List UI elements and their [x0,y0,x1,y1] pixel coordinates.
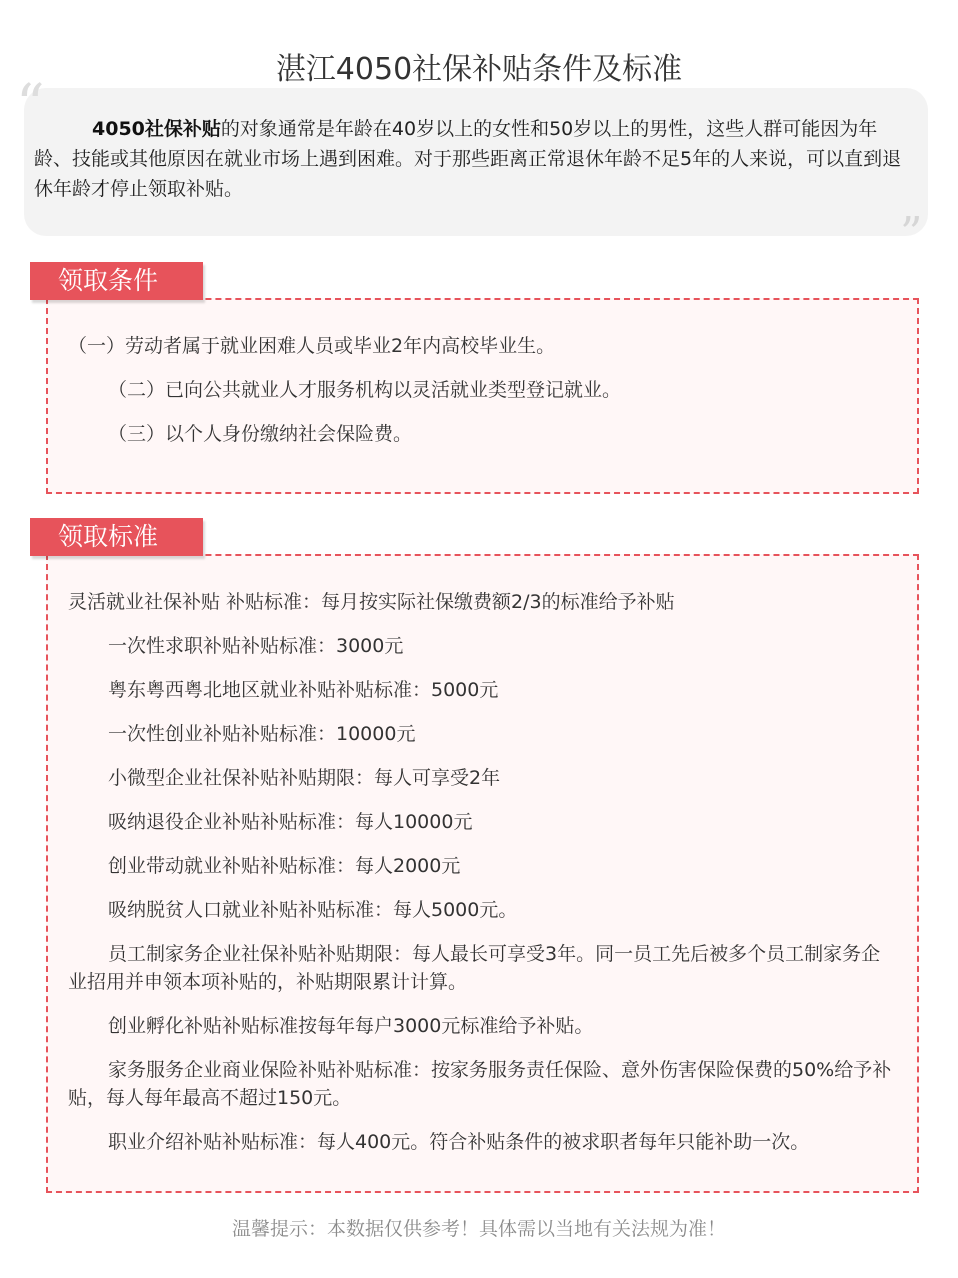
standard-item-4: 一次性创业补贴补贴标准：10000元 [108,723,416,745]
intro-text: 的对象通常是年龄在40岁以上的女性和50岁以上的男性，这些人群可能因为年龄、技能或其他原因在就业市场上遇到困难。对于那些距离正常退休年龄不足5年的人来说，可以直到退休年龄才停止领取补贴。 [34,118,902,200]
condition-item-1: （一）劳动者属于就业困难人员或毕业2年内高校毕业生。 [68,335,556,357]
intro-paragraph [34,114,902,204]
standard-item-11: 家务服务企业商业保险补贴补贴标准：按家务服务责任保险、意外伤害保险保费的50%给予补贴，每人每年最高不超过150元。 [68,1059,892,1109]
close-quote-icon: ” [900,208,923,259]
standards-heading: 领取标准 [30,518,203,556]
intro-box [24,88,928,236]
standard-item-7: 创业带动就业补贴补贴标准：每人2000元 [108,855,461,877]
standard-item-3: 粤东粤西粤北地区就业补贴补贴标准：5000元 [108,679,499,701]
open-quote-icon: “ [16,73,45,138]
intro-bold-term: 4050社保补贴 [92,118,221,140]
condition-item-3: （三）以个人身份缴纳社会保险费。 [108,423,413,445]
conditions-box [46,298,919,494]
standard-item-2: 一次性求职补贴补贴标准：3000元 [108,635,404,657]
standards-box [46,554,919,1193]
standard-item-1: 灵活就业社保补贴 补贴标准：每月按实际社保缴费额2/3的标准给予补贴 [68,591,675,613]
standard-item-8: 吸纳脱贫人口就业补贴补贴标准：每人5000元。 [108,899,518,921]
standard-item-5: 小微型企业社保补贴补贴期限：每人可享受2年 [108,767,501,789]
standard-item-10: 创业孵化补贴补贴标准按每年每户3000元标准给予补贴。 [108,1015,594,1037]
conditions-heading: 领取条件 [30,262,203,300]
condition-item-2: （二）已向公共就业人才服务机构以灵活就业类型登记就业。 [108,379,622,401]
standard-item-12: 职业介绍补贴补贴标准：每人400元。符合补贴条件的被求职者每年只能补助一次。 [108,1131,810,1153]
standard-item-9: 员工制家务企业社保补贴补贴期限：每人最长可享受3年。同一员工先后被多个员工制家务企业招用并申领本项补贴的，补贴期限累计计算。 [68,943,881,993]
standard-item-6: 吸纳退役企业补贴补贴标准：每人10000元 [108,811,473,833]
footer-tip: 温馨提示：本数据仅供参考！具体需以当地有关法规为准！ [231,1218,726,1240]
page-title: 湛江4050社保补贴条件及标准 [275,52,683,88]
